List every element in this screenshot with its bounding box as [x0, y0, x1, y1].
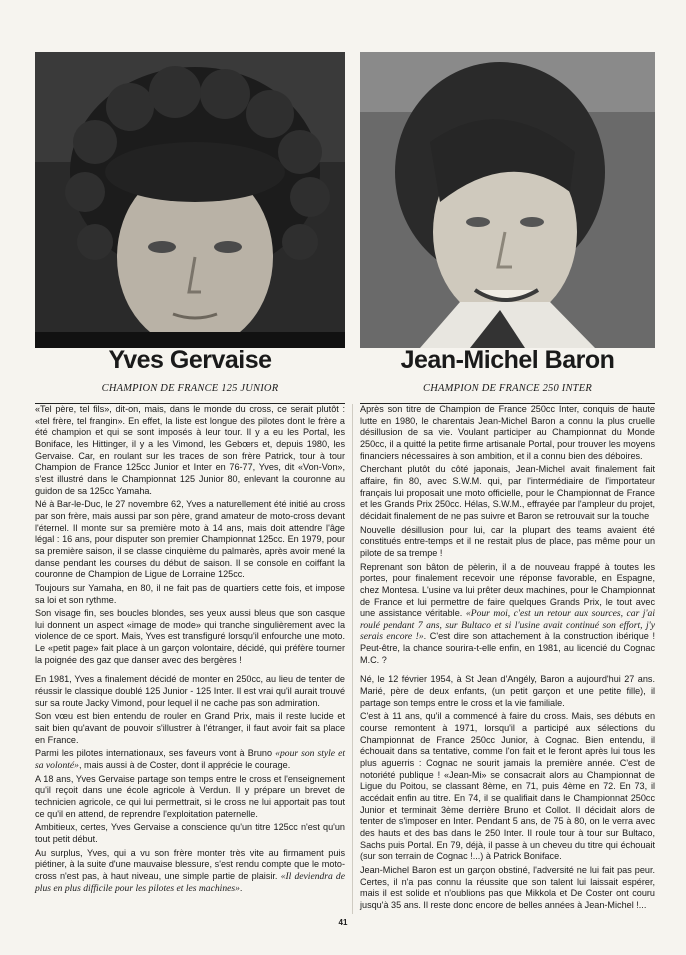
- text-run: .: [239, 882, 243, 893]
- paragraph: Jean-Michel Baron est un garçon obstiné, l'adversité ne lui fait pas peur. Certes, il n'a pas connu la réussite que son talent lui laissait espérer, mais il est solide et n'oublions pas que Mikkola et De Coster ont couru jusqu'à 35 ans. Il reste donc encore de belles années à Jean-Michel !...: [360, 864, 655, 910]
- paragraph: Ambitieux, certes, Yves Gervaise a conscience qu'un titre 125cc n'est qu'un tout petit début.: [35, 822, 345, 844]
- paragraph: [360, 562, 655, 667]
- paragraph: C'est à 11 ans, qu'il a commencé à faire du cross. Mais, ses débuts en course remontent à 1971, lorsqu'il a participé aux sélections du Championnat de France 250cc Junior, à Cognac. Bien entendu, il échouait dans sa tentative, comme l'on fait et le feront après lui tous les plus aguerris : Cognac ne sourit jamais la première année. C'est de notoriété publique ! «Jean-Mi» se consacrait alors au Championnat de Ligue du Poitou, se classant 8ème, en 71, puis 4ème en 72. En 73, il accédait enfin au titre. En 74, il se qualifiait dans le Championnat 250cc Junior et terminait 3ème derrière Bruno et Collot. Il décidait alors de tenter de s'imposer en Inter. Pendant 5 ans, de 75 à 80, on le verra avec des hauts et des bas dans le 250 Inter. Il roule tour à tour sur Bultaco, Sachs puis Portal. En 79, déjà, il passe à un cheveu du titre qui échouait (sur son terrain de Cognac !...) à Patrick Boniface.: [360, 711, 655, 862]
- text-run: Au surplus, Yves, qui a vu son frère monter très vite au firmament puis piétiner, à la suite d'une mauvaise blessure, s'est rendu compte que le moto-cross n'est pas, à haut niveau, une simple partie de plaisir.: [35, 847, 345, 881]
- paragraph: Né à Bar-le-Duc, le 27 novembre 62, Yves a naturellement été initié au cross par son frère, mais aussi par son père, grand amateur de moto-cross devant l'éternel. Il monte sur sa première moto à 14 ans, mais doit attendre l'âge légal : 16 ans, pour disputer son premier Championnat 125cc. En 1979, pour sa première saison, il se classe cinquième du palmarès, après avoir mené la danse pendant les courses du début de saison. Il se console en coiffant la couronne de Champion de Ligue de Lorraine 125cc.: [35, 499, 345, 580]
- quote: «pour son style et sa volonté»: [35, 748, 345, 772]
- column-separator: [352, 404, 353, 914]
- paragraph: Nouvelle désillusion pour lui, car la plupart des teams avaient été constitués entre-temps et il ne restait plus de place, pas même pour un pilote de sa trempe !: [360, 524, 655, 558]
- page-number: 41: [338, 918, 348, 927]
- text-run: , mais aussi à de Coster, dont il apprécie le courage.: [78, 760, 291, 771]
- text-run: Parmi les pilotes internationaux, ses faveurs vont à Bruno: [35, 748, 276, 759]
- paragraph: «Tel père, tel fils», dit-on, mais, dans le monde du cross, ce serait plutôt : «tel frère, tel frangin». En effet, la liste est longue des pilotes dont le frère a été champion et qui se sont imposés à leur tour. Il y a eu les Portal, les Boniface, les Hittinger, il y a les Vimond, les Gebœrs et, depuis 1980, les Gervaise. Car, en roulant sur les traces de son frère Patrick, tour à tour Champion de France 125cc Junior et Inter en 76-77, Yves, dit «Von-Von», s'est illustré dans le Championnat 125 Junior 80, enlevant la couronne au guidon de sa 125cc Yamaha.: [35, 404, 345, 496]
- paragraph: [35, 848, 345, 895]
- portrait-photo-jean-michel-baron: [360, 52, 655, 348]
- athlete-title: CHAMPION DE FRANCE 250 INTER: [423, 383, 592, 394]
- paragraph: En 1981, Yves a finalement décidé de monter en 250cc, au lieu de tenter de réussir le classique doublé 125 Junior - 125 Inter. Il est vrai qu'il aurait trouvé sur sa route Jacky Vimond, pour lequel il ne cache pas son admiration.: [35, 674, 345, 708]
- paragraph: [35, 748, 345, 771]
- paragraph: Son vœu est bien entendu de rouler en Grand Prix, mais il reste lucide et sait bien qu'avant de pouvoir s'illustrer à l'étranger, il faut avoir fait sa place en France.: [35, 711, 345, 745]
- paragraph: Son visage fin, ses boucles blondes, ses yeux aussi bleus que son casque lui donnent un aspect «image de mode» qui tranche singulièrement avec la violence de ce sport. Mais, Yves est transfiguré lorsqu'il enfourche une moto. Le «petit page» fait place à un garçon volontaire, décidé, qui préfère tourner la poignée des gaz que danser avec des bergères !: [35, 608, 345, 665]
- text-run: . C'est dire son attachement à la construction ibérique ! Peut-être, la chance sourira-t-elle enfin, en 1981, au licencié du Cognac M.C. ?: [360, 631, 655, 665]
- paragraph: Après son titre de Champion de France 250cc Inter, conquis de haute lutte en 1980, le charentais Jean-Michel Baron a connu la plus cruelle désillusion de sa vie. Voulant participer au Championnat du Monde 250cc, il a quitté la petite firme artisanale Portal, pour trouver les moyens financiers nécessaires à son ambition, et il a connu bien des déboires.: [360, 404, 655, 461]
- paragraph: Toujours sur Yamaha, en 80, il ne fait pas de quartiers cette fois, et impose sa loi et son rythme.: [35, 582, 345, 605]
- article-body: [360, 404, 655, 914]
- paragraph: Cherchant plutôt du côté japonais, Jean-Michel avait finalement fait affaire, fin 80, avec S.W.M. qui, par l'intermédiaire de l'importateur français lui proposait une moto officielle, pour le Championnat de France et les Grands Prix 250cc. Hélas, S.W.M., effrayée par l'ampleur du projet, décidait finalement de ne pas suivre et Baron se retrouvait sur la touche: [360, 464, 655, 521]
- paragraph: Né, le 12 février 1954, à St Jean d'Angély, Baron a aujourd'hui 27 ans. Marié, père de deux enfants, (un petit garçon et une petite fille), il partage son temps entre le cross et la vie familiale.: [360, 674, 655, 708]
- article-body: [35, 404, 345, 896]
- paragraph: A 18 ans, Yves Gervaise partage son temps entre le cross et l'enseignement qu'il reçoit dans une école agricole à Verdun. Il y prépare un brevet de technicien agricole, ce qui lui permettrait, si le cross ne lui apportait pas tout ce qu'il en attend, de reprendre l'exploitation paternelle.: [35, 773, 345, 819]
- quote: «Pour moi, c'est un retour aux sources, car j'ai roulé pendant 7 ans, sur Bultaco et si l'usine avait continué son effort, j'y serais encore !»: [360, 608, 655, 643]
- portrait-photo-yves-gervaise: [35, 52, 345, 348]
- quote: «Il deviendra de plus en plus difficile pour les pilotes et les machines»: [35, 870, 345, 894]
- athlete-name: Yves Gervaise: [108, 346, 272, 374]
- athlete-name: Jean-Michel Baron: [400, 346, 615, 374]
- athlete-title: CHAMPION DE FRANCE 125 JUNIOR: [101, 383, 279, 394]
- text-run: Reprenant son bâton de pèlerin, il a de nouveau frappé à toutes les portes, pour finalement recevoir une réponse favorable, en Espagne, chez Montesa. L'usine va lui prêter deux machines, pour le Championnat de France et lui permettre de faire quelques Grands Prix, le tout avec une assistance véritable.: [360, 561, 655, 619]
